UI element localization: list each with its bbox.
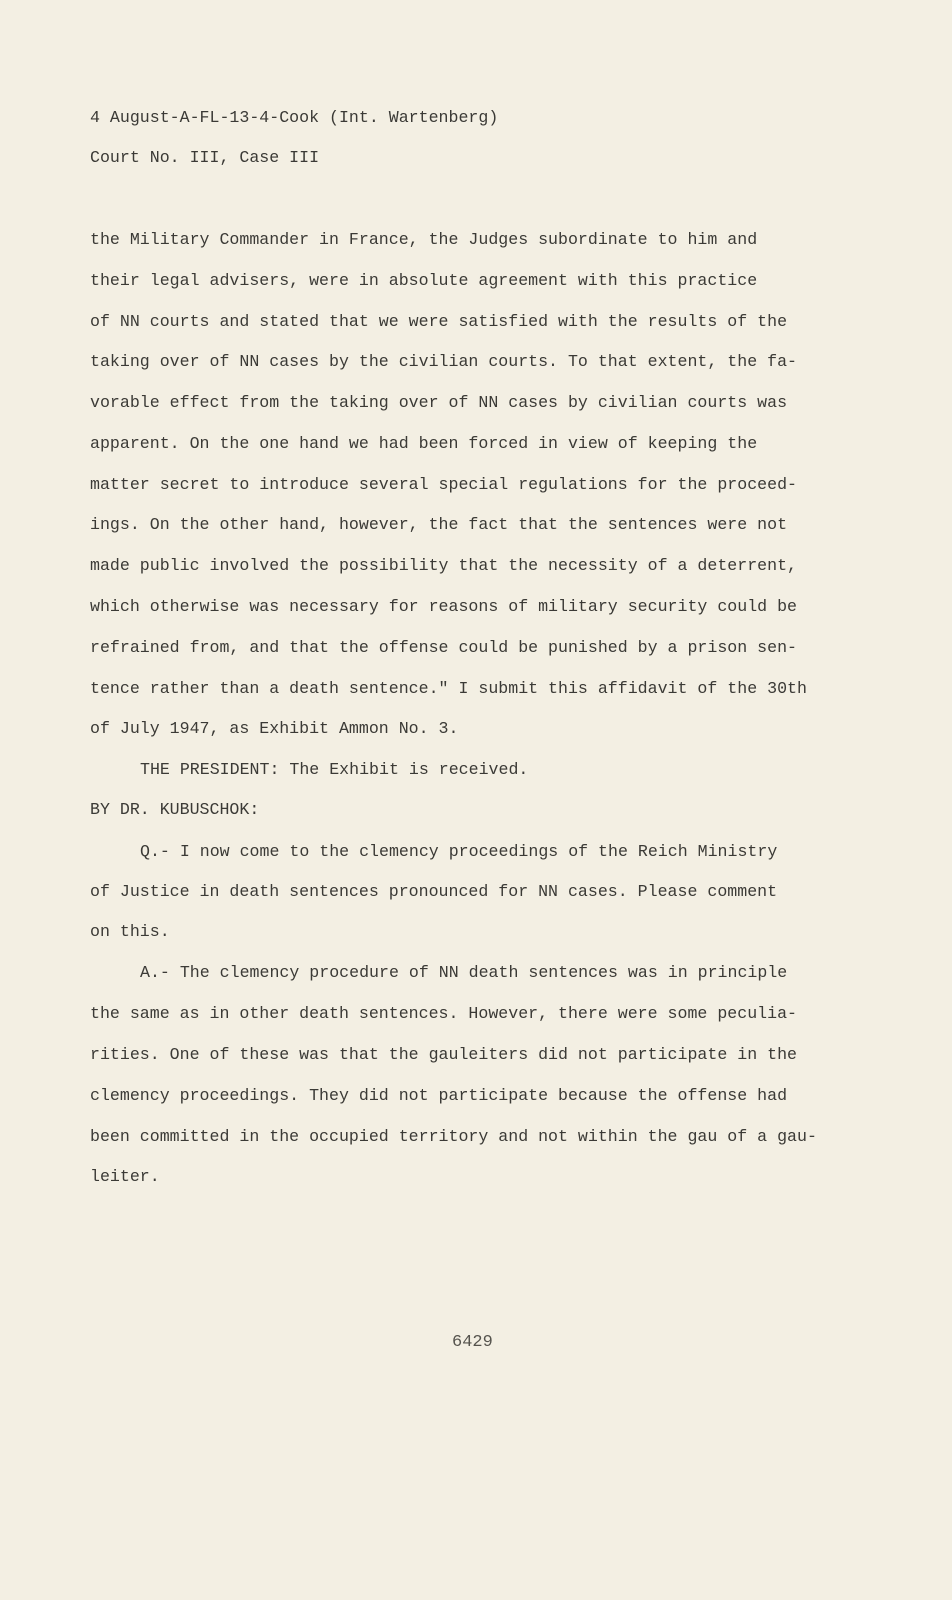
text-line: their legal advisers, were in absolute agreement with this practice [90,271,758,290]
text-line: the Military Commander in France, the Judges subordinate to him and [90,230,758,249]
header-line-2: Court No. III, Case III [90,148,320,167]
text-line: vorable effect from the taking over of NN cases by civilian courts was [90,393,788,412]
text-line: of NN courts and stated that we were satisfied with the results of the [90,312,788,331]
text-line: the same as in other death sentences. However, there were some peculia- [90,1004,798,1023]
text-line: clemency proceedings. They did not participate because the offense had [90,1086,788,1105]
text-line: of Justice in death sentences pronounced for NN cases. Please comment [90,882,778,901]
question-line: Q.- I now come to the clemency proceedings of the Reich Ministry [140,842,778,861]
text-line: apparent. On the one hand we had been forced in view of keeping the [90,434,758,453]
speaker-heading: BY DR. KUBUSCHOK: [90,800,260,819]
text-line: which otherwise was necessary for reasons of military security could be [90,597,798,616]
text-line: tence rather than a death sentence." I submit this affidavit of the 30th [90,679,807,698]
text-line: taking over of NN cases by the civilian courts. To that extent, the fa- [90,352,798,371]
text-line: matter secret to introduce several special regulations for the proceed- [90,475,798,494]
text-line: of July 1947, as Exhibit Ammon No. 3. [90,719,459,738]
text-line: on this. [90,922,170,941]
text-line: made public involved the possibility that the necessity of a deterrent, [90,556,798,575]
header-line-1: 4 August-A-FL-13-4-Cook (Int. Wartenberg) [90,108,499,127]
text-line: ings. On the other hand, however, the fact that the sentences were not [90,515,788,534]
president-statement: THE PRESIDENT: The Exhibit is received. [140,760,529,779]
answer-line: A.- The clemency procedure of NN death sentences was in principle [140,963,788,982]
page-number: 6429 [452,1333,493,1352]
text-line: leiter. [90,1167,160,1186]
text-line: rities. One of these was that the gauleiters did not participate in the [90,1045,798,1064]
text-line: been committed in the occupied territory and not within the gau of a gau- [90,1127,817,1146]
text-line: refrained from, and that the offense could be punished by a prison sen- [90,638,798,657]
